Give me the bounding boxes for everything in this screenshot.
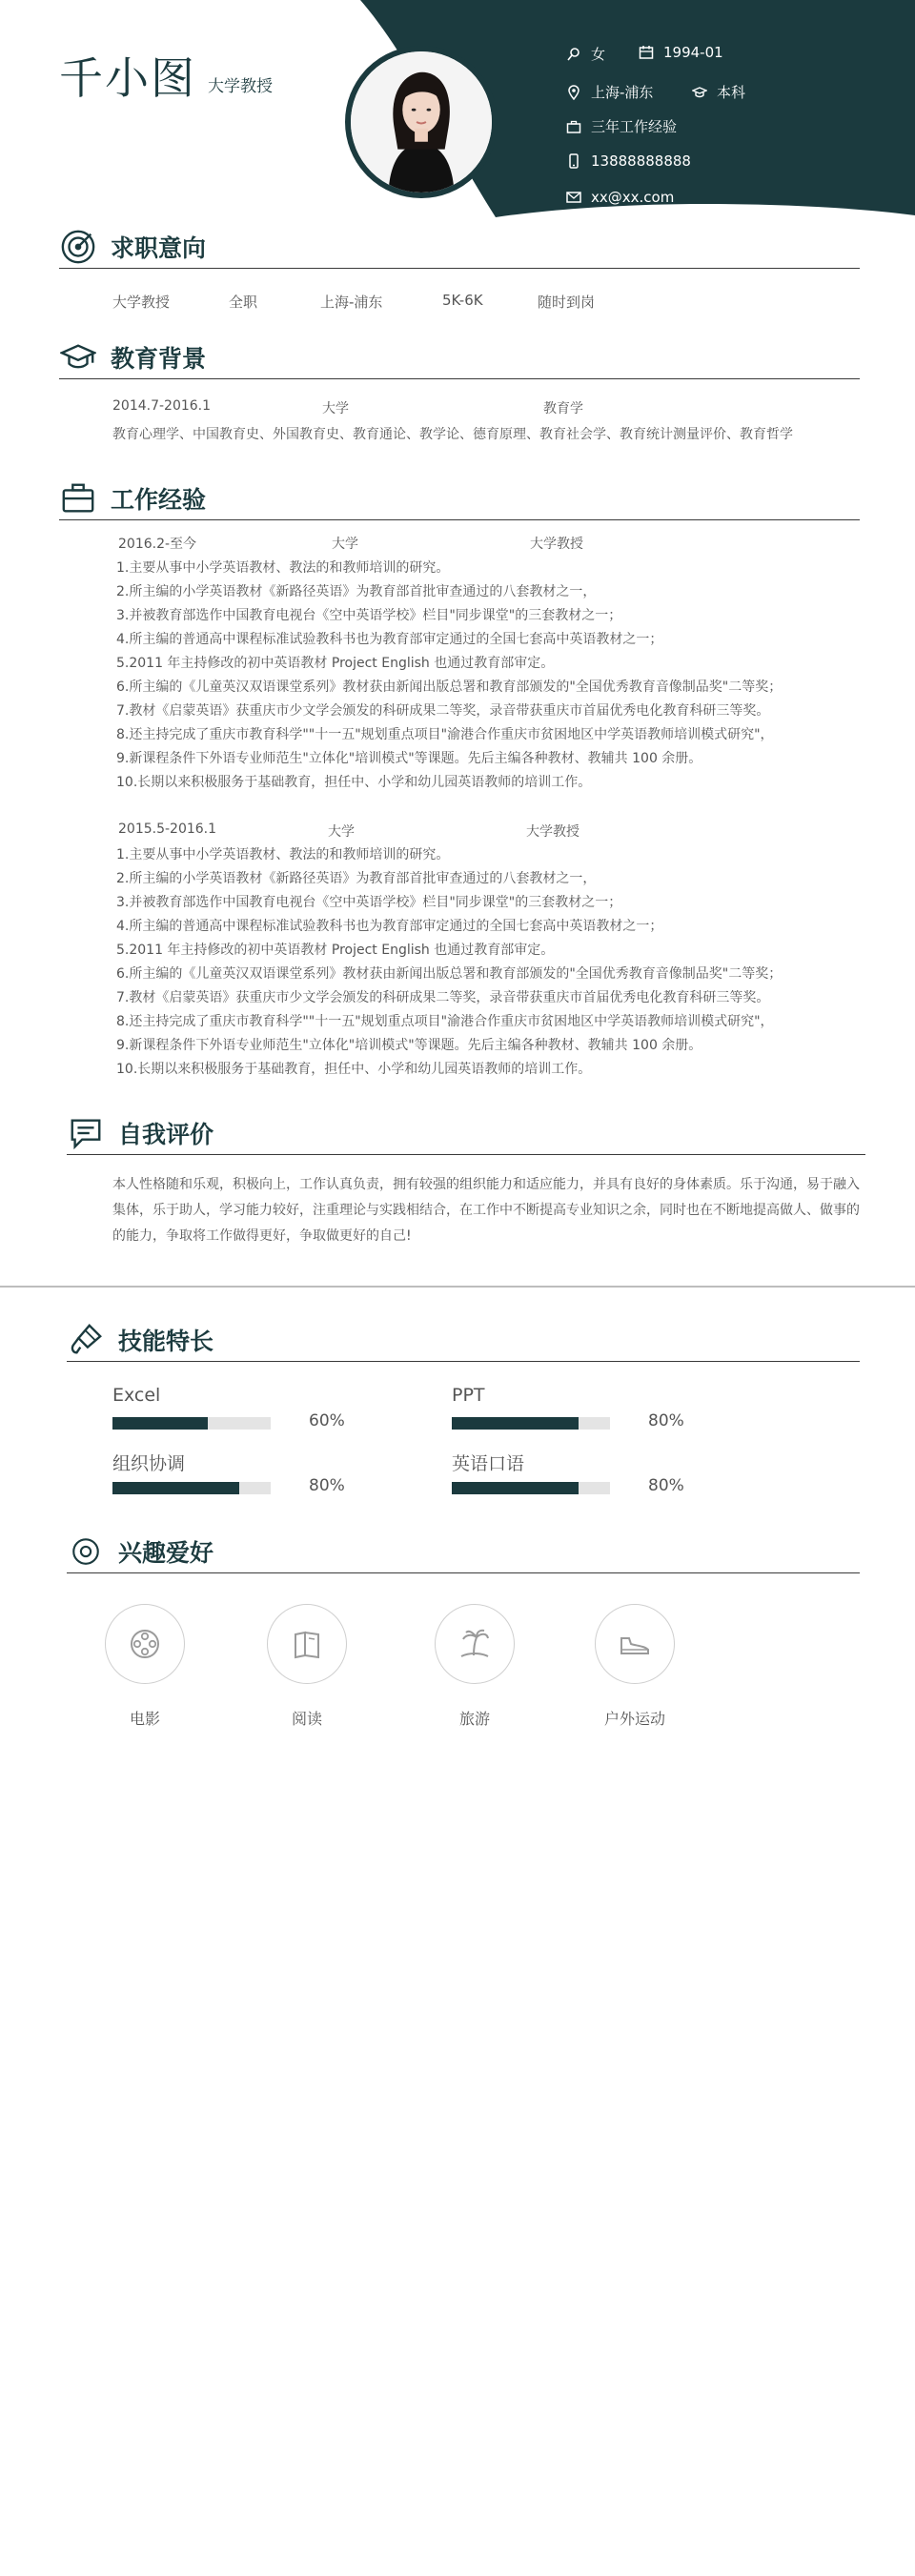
section-education-header xyxy=(59,335,860,379)
experience-row xyxy=(566,116,677,136)
briefcase-icon xyxy=(59,479,97,517)
intent-type: 全职 xyxy=(229,294,258,311)
job-1-org: 大学 xyxy=(332,537,358,552)
target-icon xyxy=(59,228,97,266)
skill-bar-fill xyxy=(452,1417,579,1430)
job-duty-line: 5.2011 年主持修改的初中英语教材 Project English 也通过教育部审定。 xyxy=(116,656,555,671)
birth-value: 1994-01 xyxy=(663,44,723,61)
intent-position: 大学教授 xyxy=(112,294,171,311)
skill-percent: 60% xyxy=(309,1411,345,1430)
skill-bar-track xyxy=(452,1417,610,1430)
job-2-org: 大学 xyxy=(328,824,355,840)
hobby-reading xyxy=(250,1604,364,1729)
section-self-eval-header xyxy=(67,1111,865,1155)
job-duty-line: 10.长期以来积极服务于基础教育，担任中、小学和幼儿园英语教师的培训工作。 xyxy=(116,775,592,790)
self-eval-text: 本人性格随和乐观，积极向上，工作认真负责，拥有较强的组织能力和适应能力，并具有良好的身体素质。乐于沟通，易于融入集体，乐于助人，学习能力较好，注重理论与实践相结合，在工作中不断提高专业知识之余，同时也在不断地提高做人、做事的的能力，争取将工作做得更好，争取做更好的自己! xyxy=(112,1177,860,1244)
intent-city: 上海-浦东 xyxy=(320,294,383,311)
candidate-name: 千小图 xyxy=(59,52,196,104)
job-duty-line: 5.2011 年主持修改的初中英语教材 Project English 也通过教育部审定。 xyxy=(116,943,555,958)
job-duty-line: 4.所主编的普通高中课程标准试验教科书也为教育部审定通过的全国七套高中英语教材之一； xyxy=(116,632,663,647)
avatar xyxy=(345,46,498,198)
hobby-outdoor xyxy=(578,1604,692,1729)
skill-bar-track xyxy=(452,1482,610,1494)
skill-name: 组织协调 xyxy=(112,1453,186,1474)
location-row xyxy=(566,82,653,102)
job-duty-line: 2.所主编的小学英语教材《新路径英语》为教育部首批审查通过的八套教材之一， xyxy=(116,584,597,599)
education-period: 2014.7-2016.1 xyxy=(112,398,212,414)
gender-value: 女 xyxy=(591,46,606,63)
skill-coordination xyxy=(112,1450,398,1507)
section-hobbies-header xyxy=(67,1530,860,1573)
skill-bar-fill xyxy=(112,1482,239,1494)
skill-bar-track xyxy=(112,1482,271,1494)
location-value: 上海-浦东 xyxy=(591,84,654,101)
job-duty-line: 3.并被教育部选作中国教育电视台《空中英语学校》栏目"同步课堂"的三套教材之一； xyxy=(116,895,622,910)
birth-row xyxy=(639,44,723,61)
hobby-travel xyxy=(417,1604,532,1729)
job-duty-line: 8.还主持完成了重庆市教育科学""十一五"规划重点项目"渝港合作重庆市贫困地区中学英语教师培训模式研究"， xyxy=(116,727,774,742)
job-2-role: 大学教授 xyxy=(526,824,580,840)
skill-bar-fill xyxy=(452,1482,579,1494)
section-education-title: 教育背景 xyxy=(111,344,207,373)
job-duty-line: 3.并被教育部选作中国教育电视台《空中英语学校》栏目"同步课堂"的三套教材之一； xyxy=(116,608,622,623)
education-courses: 教育心理学、中国教育史、外国教育史、教育通论、教学论、德育原理、教育社会学、教育统计测量评价、教育哲学 xyxy=(112,427,793,442)
job-duty-line: 9.新课程条件下外语专业师范生"立体化"培训模式"等课题。先后主编各种教材、教辅共 100 余册。 xyxy=(116,751,702,766)
job-2-period: 2015.5-2016.1 xyxy=(118,821,217,837)
phone-value: 13888888888 xyxy=(591,152,691,170)
job-duty-line: 7.教材《启蒙英语》获重庆市少文学会颁发的科研成果二等奖，录音带获重庆市首届优秀电化教育科研三等奖。 xyxy=(116,990,770,1005)
skill-ppt xyxy=(452,1385,738,1442)
section-skills-header xyxy=(67,1318,860,1362)
skill-percent: 80% xyxy=(648,1411,684,1430)
degree-row xyxy=(692,82,745,102)
book-icon xyxy=(267,1604,347,1684)
skill-bar-track xyxy=(112,1417,271,1430)
hobby-label: 旅游 xyxy=(458,1710,490,1728)
calendar-icon xyxy=(639,45,654,60)
skill-name: PPT xyxy=(452,1385,485,1406)
skill-name: Excel xyxy=(112,1385,161,1406)
job-duty-line: 2.所主编的小学英语教材《新路径英语》为教育部首批审查通过的八套教材之一， xyxy=(116,871,597,886)
job-duty-line: 9.新课程条件下外语专业师范生"立体化"培训模式"等课题。先后主编各种教材、教辅共 100 余册。 xyxy=(116,1038,702,1053)
phone-row xyxy=(566,152,691,170)
education-school: 大学 xyxy=(322,401,349,416)
section-skills-title: 技能特长 xyxy=(118,1327,214,1355)
intent-availability: 随时到岗 xyxy=(538,294,596,311)
skill-percent: 80% xyxy=(309,1476,345,1495)
job-duty-line: 7.教材《启蒙英语》获重庆市少文学会颁发的科研成果二等奖，录音带获重庆市首届优秀电化教育科研三等奖。 xyxy=(116,703,770,719)
briefcase-icon xyxy=(566,119,581,134)
job-2-duties xyxy=(116,843,782,1082)
job-duty-line: 6.所主编的《儿童英汉双语课堂系列》教材获由新闻出版总署和教育部颁发的"全国优秀教育音像制品奖"二等奖； xyxy=(116,679,783,695)
chat-bubble-icon xyxy=(67,1114,105,1152)
brush-icon xyxy=(67,1321,105,1359)
hobby-label: 阅读 xyxy=(291,1710,322,1728)
skill-percent: 80% xyxy=(648,1476,684,1495)
skill-bar-fill xyxy=(112,1417,208,1430)
job-duty-line: 10.长期以来积极服务于基础教育，担任中、小学和幼儿园英语教师的培训工作。 xyxy=(116,1062,592,1077)
hobby-movie xyxy=(88,1604,202,1729)
email-row xyxy=(566,189,674,206)
job-duty-line: 6.所主编的《儿童英汉双语课堂系列》教材获由新闻出版总署和教育部颁发的"全国优秀教育音像制品奖"二等奖； xyxy=(116,966,783,982)
circle-target-icon xyxy=(67,1532,105,1571)
gender-icon xyxy=(566,47,581,62)
job-duty-line: 8.还主持完成了重庆市教育科学""十一五"规划重点项目"渝港合作重庆市贫困地区中学英语教师培训模式研究"， xyxy=(116,1014,774,1029)
job-duty-line: 4.所主编的普通高中课程标准试验教科书也为教育部审定通过的全国七套高中英语教材之一； xyxy=(116,919,663,934)
job-1-period: 2016.2-至今 xyxy=(118,537,197,552)
section-intent-header xyxy=(59,225,860,269)
section-hobbies-title: 兴趣爱好 xyxy=(118,1538,214,1567)
section-intent-title: 求职意向 xyxy=(111,233,207,262)
section-self-eval-title: 自我评价 xyxy=(118,1120,214,1148)
job-duty-line: 1.主要从事中小学英语教材、教法的和教师培训的研究。 xyxy=(116,560,450,576)
degree-value: 本科 xyxy=(717,84,746,101)
gender-row xyxy=(566,44,605,64)
mail-icon xyxy=(566,190,581,205)
palm-tree-icon xyxy=(435,1604,515,1684)
job-1-duties xyxy=(116,557,782,795)
hobby-label: 电影 xyxy=(129,1710,160,1728)
email-value: xx@xx.com xyxy=(591,189,675,206)
section-work-title: 工作经验 xyxy=(111,485,207,514)
skill-name: 英语口语 xyxy=(452,1453,525,1474)
candidate-job-title: 大学教授 xyxy=(208,77,273,96)
location-pin-icon xyxy=(566,85,581,100)
skill-oral-english xyxy=(452,1450,738,1507)
skill-excel xyxy=(112,1385,398,1442)
resume-page-2 xyxy=(0,1289,915,2576)
section-work-header xyxy=(59,477,860,520)
sneaker-icon xyxy=(595,1604,675,1684)
film-reel-icon xyxy=(105,1604,185,1684)
graduation-cap-icon xyxy=(692,85,707,100)
job-1-role: 大学教授 xyxy=(530,537,583,552)
intent-salary: 5K-6K xyxy=(442,292,483,309)
experience-value: 三年工作经验 xyxy=(591,118,678,135)
education-major: 教育学 xyxy=(543,401,583,416)
hobby-label: 户外运动 xyxy=(603,1710,665,1728)
phone-icon xyxy=(566,153,581,169)
graduation-cap-icon xyxy=(59,338,97,376)
job-duty-line: 1.主要从事中小学英语教材、教法的和教师培训的研究。 xyxy=(116,847,450,862)
